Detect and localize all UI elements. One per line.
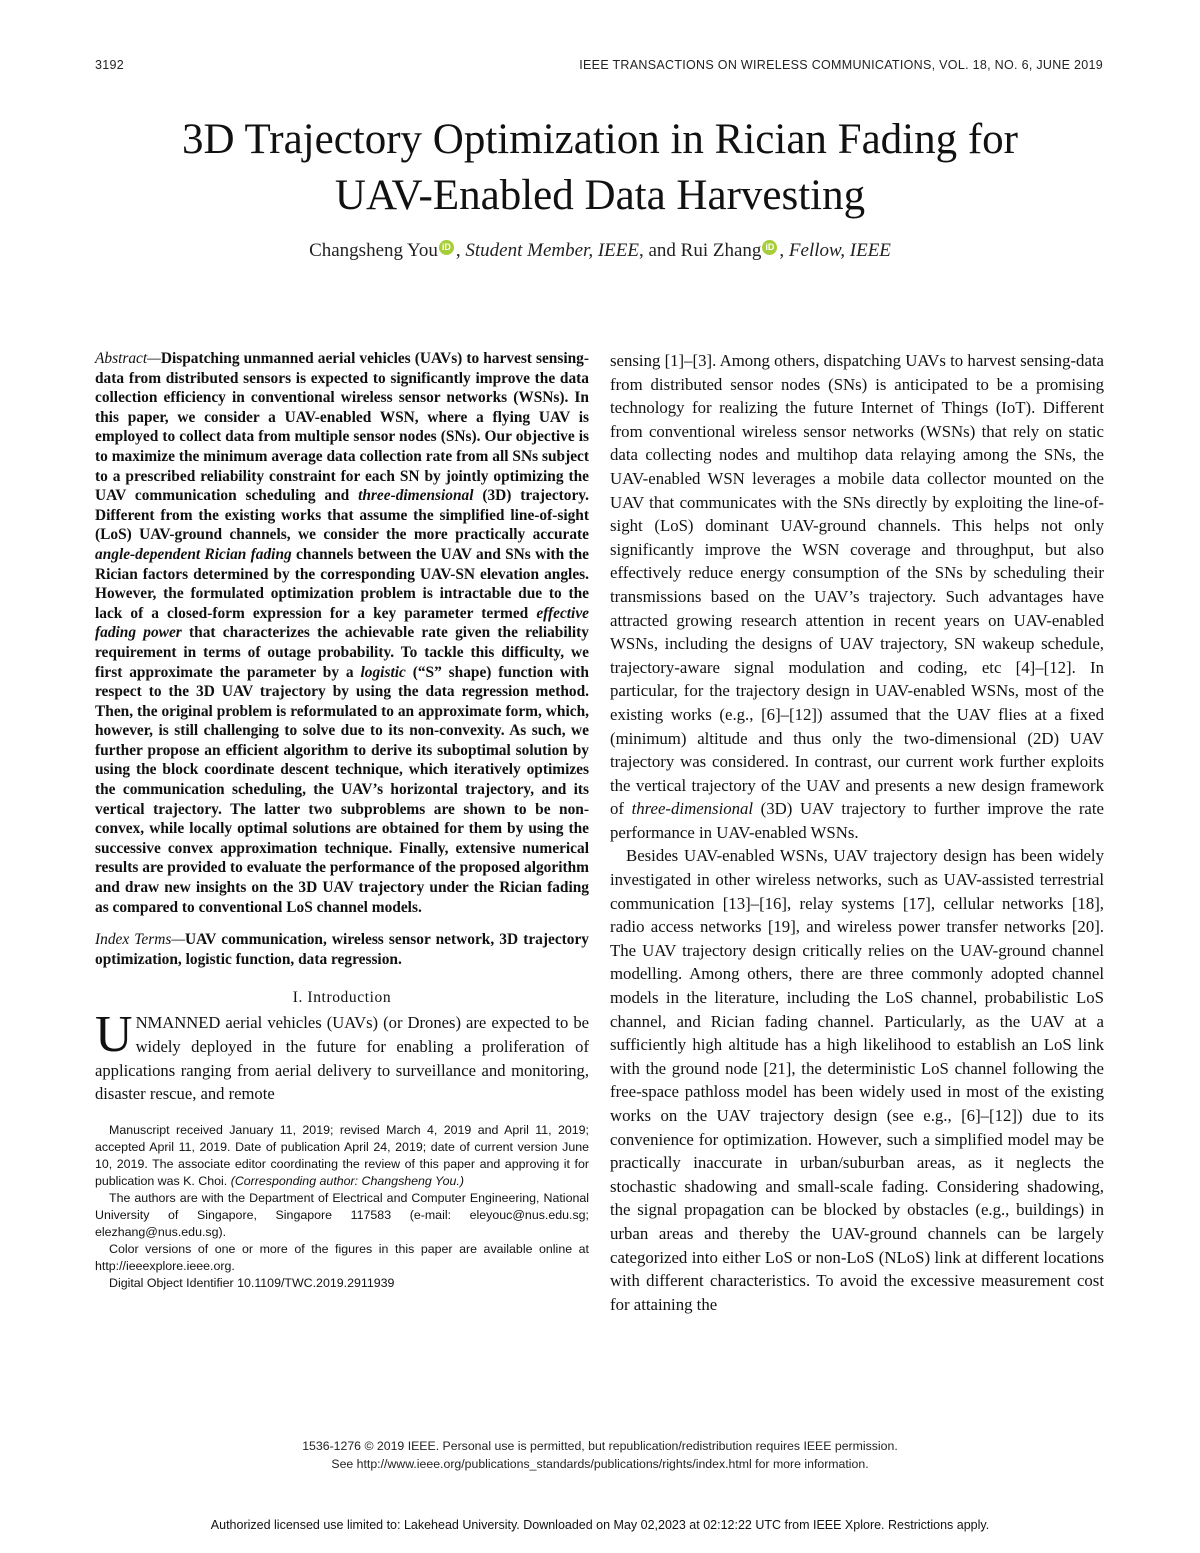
footnote-color: Color versions of one or more of the figures in this paper are available online at http://ieeexplore.ieee.org. xyxy=(95,1241,589,1273)
page-number: 3192 xyxy=(95,58,125,72)
abstract-emphasis-2: angle-dependent Rician fading xyxy=(95,545,292,563)
paper-title xyxy=(60,112,1140,224)
copyright-line-2: See http://www.ieee.org/publications_standards/publications/rights/index.html for more information. xyxy=(331,1457,869,1471)
author-joiner: , and xyxy=(638,240,681,261)
drop-cap: U xyxy=(95,1006,133,1064)
footnote-doi: Digital Object Identifier 10.1109/TWC.2019.2911939 xyxy=(109,1275,395,1290)
title-line-2: UAV-Enabled Data Harvesting xyxy=(334,172,866,219)
index-terms-text: UAV communication, wireless sensor network, 3D trajectory optimization, logistic function, data regression. xyxy=(95,931,589,968)
paragraph-1-text-b: (3D) UAV trajectory to further improve the rate performance in UAV-enabled WSNs. xyxy=(610,799,1104,842)
abstract-text-5: (“S” shape) function with respect to the 3D UAV trajectory by using the data regression method. Then, the original problem is reformulated to an approximate form, which, however, is still challenging to solve due to its non-convexity. As such, we further propose an efficient algorithm to derive its suboptimal solution by using the block coordinate descent technique, which iteratively optimizes the communication scheduling, the UAV’s horizontal trajectory, and its vertical trajectory. The latter two subproblems are shown to be non-convex, while locally optimal solutions are obtained for them by using the successive convex approximation technique. Finally, extensive numerical results are provided to evaluate the performance of the proposed algorithm and draw new insights on the 3D UAV trajectory under the Rician fading as compared to conventional LoS channel models. xyxy=(95,663,589,916)
author-2-name: Rui Zhang xyxy=(680,240,762,261)
license-notice: Authorized licensed use limited to: Lakehead University. Downloaded on May 02,2023 at 02:12:22 UTC from IEEE Xplore. Restrictions apply. xyxy=(210,1518,990,1532)
abstract-text-2: (3D) trajectory. Different from the existing works that assume the simplified line-of-sight (LoS) UAV-ground channels, we consider the more practically accurate xyxy=(95,487,590,544)
section-heading-introduction: I. Introduction xyxy=(292,989,392,1007)
abstract-text-1: Dispatching unmanned aerial vehicles (UAVs) to harvest sensing-data from distributed sensors is expected to significantly improve the data collection efficiency in conventional wireless sensor networks (WSNs). In this paper, we consider a UAV-enabled WSN, where a flying UAV is employed to collect data from multiple sensor nodes (SNs). Our objective is to maximize the minimum average data collection rate from all SNs subject to a prescribed reliability constraint for each SN by jointly optimizing the UAV communication scheduling and xyxy=(95,350,589,505)
author-1-name: Changsheng You xyxy=(309,240,438,261)
paragraph-1-emphasis: three-dimensional xyxy=(631,799,754,819)
intro-text: aerial vehicles (UAVs) (or Drones) are expected to be widely deployed in the future for enabling a proliferation of applications ranging from aerial delivery to surveillance and monitoring, disaster rescue, and remote xyxy=(95,1013,589,1104)
index-terms xyxy=(95,930,589,969)
index-terms-label: Index Terms— xyxy=(95,931,186,949)
abstract-text-4: that characterizes the achievable rate given the reliability requirement in terms of outage probability. To tackle this difficulty, we first approximate the parameter by a xyxy=(95,624,589,681)
author-line: Changsheng You iD , Student Member, IEEE, and Rui Zhang iD , Fellow, IEEE xyxy=(309,240,891,261)
footnote-manuscript xyxy=(95,1122,589,1190)
running-header: IEEE TRANSACTIONS ON WIRELESS COMMUNICATIONS, VOL. 18, NO. 6, JUNE 2019 xyxy=(579,58,1103,72)
title-line-1: 3D Trajectory Optimization in Rician Fading for xyxy=(181,116,1018,163)
orcid-icon[interactable]: iD xyxy=(762,240,777,255)
abstract xyxy=(95,349,589,917)
corresponding-author-note: (Corresponding author: Changsheng You.) xyxy=(230,1173,464,1188)
abstract-emphasis-3: effective fading power xyxy=(95,604,589,642)
abstract-label: Abstract— xyxy=(95,350,161,367)
copyright-notice xyxy=(60,1437,1140,1473)
intro-lead-word: NMANNED xyxy=(135,1013,221,1033)
abstract-text-3: channels between the UAV and SNs with the Rician factors determined by the corresponding UAV-SN elevation angles. However, the formulated optimization problem is intractable due to the lack of a closed-form expression for a key parameter termed xyxy=(95,545,589,622)
footnote-manuscript-text: Manuscript received January 11, 2019; revised March 4, 2019 and April 11, 2019; accepted April 11, 2019. Date of publication April 24, 2019; date of current version June 10, 2019. The associate editor coordinating the review of this paper and approving it for publication was K. Choi. xyxy=(95,1122,589,1188)
footnote-authors: The authors are with the Department of Electrical and Computer Engineering, National University of Singapore, Singapore 117583 (e-mail: eleyouc@nus.edu.sg; elezhang@nus.edu.sg). xyxy=(95,1190,589,1239)
left-column xyxy=(95,349,589,1292)
paragraph-1-text-a: sensing [1]–[3]. Among others, dispatching UAVs to harvest sensing-data from distributed sensor nodes (SNs) is anticipated to be a promising technology for realizing the future Internet of Things (IoT). Different from conventional wireless sensor networks (WSNs) that rely on static data collecting nodes and multihop data relaying among the SNs, the UAV-enabled WSN leverages a mobile data collector mounted on the UAV that communicates with the SNs directly by exploiting the line-of-sight (LoS) dominant UAV-ground channels. This helps not only significantly improve the WSN coverage and throughput, but also effectively reduce energy consumption of the SNs by scheduling their transmissions based on the UAV’s trajectory. Such advantages have attracted growing research attention in recent years on UAV-enabled WSNs, including the designs of UAV trajectory, SN wakeup schedule, trajectory-aware signal modulation and coding, etc [4]–[12]. In particular, for the trajectory design in UAV-enabled WSNs, most of the existing works (e.g., [6]–[12]) assumed that the UAV flies at a fixed (minimum) altitude and thus only the two-dimensional (2D) UAV trajectory was considered. In contrast, our current work further exploits the vertical trajectory of the UAV and presents a new design framework of xyxy=(610,351,1104,819)
abstract-emphasis-4: logistic xyxy=(360,663,406,681)
abstract-emphasis-1: three-dimensional xyxy=(358,487,474,505)
copyright-line-1: 1536-1276 © 2019 IEEE. Personal use is permitted, but republication/redistribution requires IEEE permission. xyxy=(302,1439,898,1453)
author-1-role: Student Member, IEEE xyxy=(465,240,639,261)
body-paragraph-2: Besides UAV-enabled WSNs, UAV trajectory design has been widely investigated in other wireless networks, such as UAV-assisted terrestrial communication [13]–[16], relay systems [17], cellular networks [18], radio access networks [19], and wireless power transfer networks [20]. The UAV trajectory design critically relies on the UAV-ground channel modelling. Among others, there are three commonly adopted channel models in the literature, including the LoS channel, probabilistic LoS channel, and Rician fading channel. Particularly, as the UAV at a sufficiently high altitude has a high likelihood to establish an LoS link with the ground node [21], the deterministic LoS channel following the free-space pathloss model has been widely used in most of the existing works on the UAV trajectory design (see e.g., [6]–[12]) due to its convenience for optimization. However, such a simplified model may be practically inaccurate in urban/suburban areas, as it neglects the stochastic shadowing and small-scale fading. Considering shadowing, the signal propagation can be blocked by obstacles (e.g., buildings) in urban areas and thereby the UAV-ground channels can be largely categorized into either LoS or non-LoS (NLoS) link at different locations with different characteristics. To avoid the excessive measurement cost for attaining the xyxy=(610,846,1104,1314)
body-paragraph-1 xyxy=(610,349,1104,844)
orcid-icon[interactable]: iD xyxy=(439,240,454,255)
introduction-paragraph xyxy=(95,1006,589,1105)
author-2-role: Fellow, IEEE xyxy=(788,240,891,261)
footnotes xyxy=(95,1122,589,1292)
right-column xyxy=(610,349,1104,1316)
